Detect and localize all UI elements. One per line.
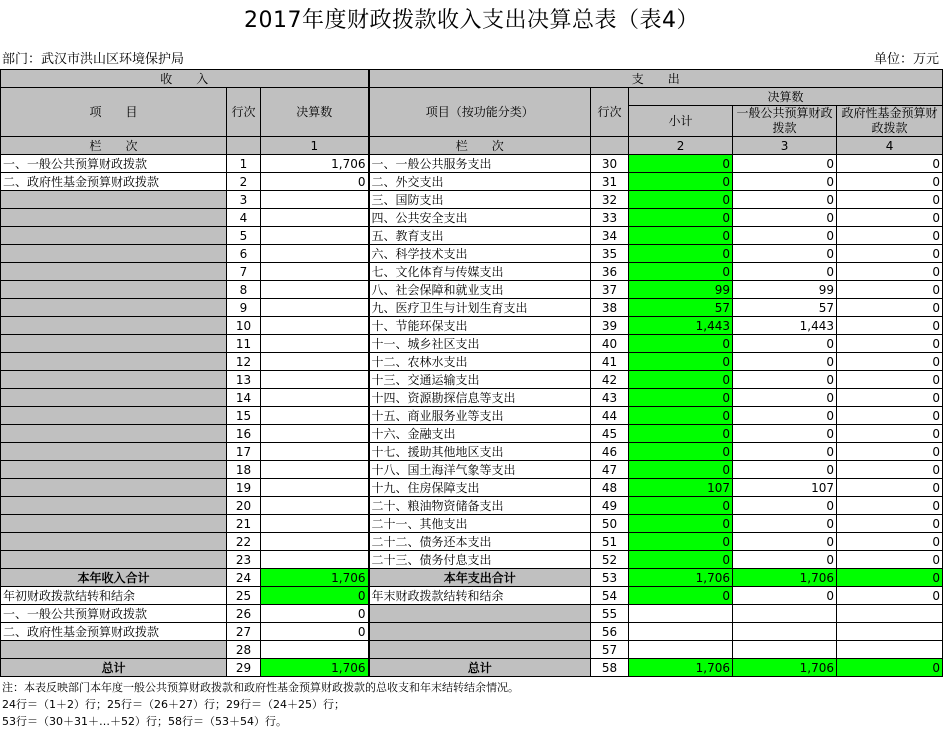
table-row (1, 317, 943, 335)
income-item (1, 497, 227, 515)
income-row-no: 28 (227, 641, 261, 659)
income-carry-value: 0 (261, 587, 369, 605)
expense-total-label: 本年支出合计 (369, 569, 591, 587)
expense-general: 0 (733, 551, 837, 569)
table-row (1, 389, 943, 407)
income-item: 一、一般公共预算财政拨款 (1, 155, 227, 173)
expense-general: 99 (733, 281, 837, 299)
total-year-row (1, 569, 943, 587)
expense-row-no: 31 (591, 173, 629, 191)
expense-general: 0 (733, 173, 837, 191)
income-row-no: 7 (227, 263, 261, 281)
notes (2, 679, 519, 730)
income-row-no: 29 (227, 659, 261, 677)
expense-general: 0 (733, 443, 837, 461)
table-row (1, 335, 943, 353)
expense-item: 八、社会保障和就业支出 (369, 281, 591, 299)
expense-row-no: 48 (591, 479, 629, 497)
income-value: 0 (261, 173, 369, 191)
table-row (1, 407, 943, 425)
income-item (1, 317, 227, 335)
income-row-no: 25 (227, 587, 261, 605)
expense-subtotal: 0 (629, 497, 733, 515)
table-row (1, 461, 943, 479)
income-row-no: 6 (227, 245, 261, 263)
expense-item: 二、外交支出 (369, 173, 591, 191)
expense-item: 一、一般公共服务支出 (369, 155, 591, 173)
income-row-no: 10 (227, 317, 261, 335)
expense-item: 十四、资源勘探信息等支出 (369, 389, 591, 407)
subtotal-header: 小计 (629, 106, 733, 137)
income-row-no: 22 (227, 533, 261, 551)
table-row (1, 191, 943, 209)
income-value (261, 479, 369, 497)
income-row-no: 23 (227, 551, 261, 569)
income-value (261, 317, 369, 335)
income-item (1, 533, 227, 551)
income-value: 0 (261, 605, 369, 623)
income-row-no: 14 (227, 389, 261, 407)
expense-item: 四、公共安全支出 (369, 209, 591, 227)
expense-row-no: 40 (591, 335, 629, 353)
expense-subtotal: 0 (629, 461, 733, 479)
expense-grand-label: 总计 (369, 659, 591, 677)
income-row-no: 12 (227, 353, 261, 371)
income-row-no: 19 (227, 479, 261, 497)
income-row-no: 17 (227, 443, 261, 461)
income-value (261, 461, 369, 479)
expense-item: 十一、城乡社区支出 (369, 335, 591, 353)
income-value (261, 515, 369, 533)
carry-row (1, 587, 943, 605)
income-item: 二、政府性基金预算财政拨款 (1, 623, 227, 641)
expense-subtotal: 0 (629, 191, 733, 209)
income-item (1, 515, 227, 533)
table-row (1, 299, 943, 317)
income-row-no: 27 (227, 623, 261, 641)
expense-fund: 0 (837, 245, 943, 263)
expense-fund: 0 (837, 479, 943, 497)
income-value (261, 533, 369, 551)
col-3-label: 3 (733, 137, 837, 155)
expense-row-no: 30 (591, 155, 629, 173)
expense-subtotal (629, 605, 733, 623)
expense-general: 0 (733, 209, 837, 227)
expense-row-no: 36 (591, 263, 629, 281)
expense-fund: 0 (837, 209, 943, 227)
col-2-label: 2 (629, 137, 733, 155)
general-budget-header: 一般公共预算财政拨款 (733, 106, 837, 137)
income-value (261, 371, 369, 389)
income-item (1, 425, 227, 443)
income-item (1, 263, 227, 281)
empty-cell (591, 137, 629, 155)
income-row-no: 26 (227, 605, 261, 623)
expense-subtotal: 0 (629, 533, 733, 551)
expense-general: 0 (733, 425, 837, 443)
income-value (261, 227, 369, 245)
expense-fund: 0 (837, 659, 943, 677)
expense-subtotal: 0 (629, 389, 733, 407)
income-value (261, 209, 369, 227)
expense-general: 1,706 (733, 569, 837, 587)
expense-subtotal: 0 (629, 371, 733, 389)
income-row-no: 4 (227, 209, 261, 227)
carry-sub-row (1, 623, 943, 641)
income-row-no: 8 (227, 281, 261, 299)
expense-subtotal: 0 (629, 263, 733, 281)
income-value: 1,706 (261, 155, 369, 173)
expense-subtotal: 57 (629, 299, 733, 317)
expense-fund: 0 (837, 317, 943, 335)
expense-general (733, 641, 837, 659)
income-item (1, 371, 227, 389)
table-row (1, 227, 943, 245)
expense-item: 十、节能环保支出 (369, 317, 591, 335)
expense-item: 十七、援助其他地区支出 (369, 443, 591, 461)
note-line: 53行＝（30＋31＋…＋52）行；58行＝（53＋54）行。 (2, 715, 287, 728)
income-grand-label: 总计 (1, 659, 227, 677)
expense-subtotal: 1,706 (629, 659, 733, 677)
item-func-header: 项目（按功能分类） (369, 88, 591, 137)
expense-subtotal: 99 (629, 281, 733, 299)
income-value (261, 263, 369, 281)
col-4-label: 4 (837, 137, 943, 155)
table-row (1, 209, 943, 227)
expense-fund: 0 (837, 353, 943, 371)
expense-carry-label: 年末财政拨款结转和结余 (369, 587, 591, 605)
income-item (1, 389, 227, 407)
expense-row-no: 41 (591, 353, 629, 371)
expense-row-no: 46 (591, 443, 629, 461)
income-value: 0 (261, 623, 369, 641)
expense-fund: 0 (837, 443, 943, 461)
expense-item: 二十二、债务还本支出 (369, 533, 591, 551)
expense-row-no: 33 (591, 209, 629, 227)
expense-fund: 0 (837, 335, 943, 353)
expense-general: 0 (733, 461, 837, 479)
income-item (1, 461, 227, 479)
expense-general: 0 (733, 371, 837, 389)
expense-row-no: 44 (591, 407, 629, 425)
expense-general: 0 (733, 533, 837, 551)
income-row-no: 21 (227, 515, 261, 533)
income-value (261, 191, 369, 209)
expense-item: 二十一、其他支出 (369, 515, 591, 533)
income-item (1, 209, 227, 227)
expense-subtotal: 0 (629, 227, 733, 245)
expense-general: 1,706 (733, 659, 837, 677)
expense-row-no: 53 (591, 569, 629, 587)
expense-fund: 0 (837, 515, 943, 533)
expense-item: 五、教育支出 (369, 227, 591, 245)
expense-row-no: 34 (591, 227, 629, 245)
expense-fund: 0 (837, 407, 943, 425)
expense-general: 107 (733, 479, 837, 497)
expense-row-no: 43 (591, 389, 629, 407)
expense-subtotal (629, 623, 733, 641)
expense-subtotal: 0 (629, 551, 733, 569)
income-item (1, 479, 227, 497)
expense-row-no: 55 (591, 605, 629, 623)
income-item (1, 335, 227, 353)
expense-fund: 0 (837, 191, 943, 209)
expense-general: 0 (733, 191, 837, 209)
income-value (261, 443, 369, 461)
final-header: 决算数 (261, 88, 369, 137)
expense-general: 0 (733, 155, 837, 173)
expense-fund (837, 623, 943, 641)
carry-sub-row (1, 641, 943, 659)
table-row (1, 245, 943, 263)
income-value (261, 407, 369, 425)
expense-row-no: 45 (591, 425, 629, 443)
income-row-no: 20 (227, 497, 261, 515)
expense-item: 九、医疗卫生与计划生育支出 (369, 299, 591, 317)
expense-subtotal: 0 (629, 443, 733, 461)
row-no-header-right: 行次 (591, 88, 629, 137)
table-row (1, 443, 943, 461)
income-item (1, 641, 227, 659)
income-item (1, 299, 227, 317)
income-row-no: 5 (227, 227, 261, 245)
income-row-no: 15 (227, 407, 261, 425)
income-item (1, 281, 227, 299)
table-row (1, 479, 943, 497)
expense-row-no: 32 (591, 191, 629, 209)
expense-item: 十九、住房保障支出 (369, 479, 591, 497)
expense-row-no: 51 (591, 533, 629, 551)
expense-general: 0 (733, 227, 837, 245)
expense-item: 三、国防支出 (369, 191, 591, 209)
expense-subtotal: 0 (629, 515, 733, 533)
budget-table (0, 69, 943, 677)
expense-row-no: 42 (591, 371, 629, 389)
expense-item: 十三、交通运输支出 (369, 371, 591, 389)
income-row-no: 2 (227, 173, 261, 191)
expense-subtotal: 0 (629, 425, 733, 443)
expense-fund: 0 (837, 587, 943, 605)
expense-fund (837, 605, 943, 623)
expense-subtotal: 0 (629, 335, 733, 353)
expense-fund: 0 (837, 263, 943, 281)
expense-fund: 0 (837, 299, 943, 317)
income-row-no: 13 (227, 371, 261, 389)
expense-item: 十八、国土海洋气象等支出 (369, 461, 591, 479)
table-row (1, 533, 943, 551)
income-carry-label: 年初财政拨款结转和结余 (1, 587, 227, 605)
expense-fund: 0 (837, 551, 943, 569)
expense-fund: 0 (837, 569, 943, 587)
expense-fund: 0 (837, 533, 943, 551)
expense-subtotal: 0 (629, 155, 733, 173)
expense-fund: 0 (837, 227, 943, 245)
income-value (261, 497, 369, 515)
expense-fund: 0 (837, 155, 943, 173)
note-line: 24行＝（1＋2）行；25行＝（26＋27）行；29行＝（24＋25）行； (2, 698, 345, 711)
income-item (1, 443, 227, 461)
expense-row-no: 37 (591, 281, 629, 299)
income-row-no: 24 (227, 569, 261, 587)
expense-general: 0 (733, 407, 837, 425)
expense-general: 0 (733, 497, 837, 515)
expense-item: 二十三、债务付息支出 (369, 551, 591, 569)
income-item: 二、政府性基金预算财政拨款 (1, 173, 227, 191)
expense-item: 十六、金融支出 (369, 425, 591, 443)
unit-label: 单位：万元 (873, 52, 939, 67)
expense-general: 0 (733, 263, 837, 281)
income-value (261, 641, 369, 659)
expense-row-no: 58 (591, 659, 629, 677)
expense-row-no: 57 (591, 641, 629, 659)
table-row (1, 173, 943, 191)
income-total-label: 本年收入合计 (1, 569, 227, 587)
income-item: 一、一般公共预算财政拨款 (1, 605, 227, 623)
income-total-value: 1,706 (261, 569, 369, 587)
col-label-left: 栏 次 (1, 137, 227, 155)
expense-general: 0 (733, 587, 837, 605)
income-item (1, 407, 227, 425)
income-value (261, 281, 369, 299)
income-row-no: 18 (227, 461, 261, 479)
item-header: 项 目 (1, 88, 227, 137)
income-value (261, 353, 369, 371)
fund-budget-header: 政府性基金预算财政拨款 (837, 106, 943, 137)
expense-fund: 0 (837, 461, 943, 479)
income-item (1, 191, 227, 209)
expense-item: 七、文化体育与传媒支出 (369, 263, 591, 281)
expense-row-no: 52 (591, 551, 629, 569)
final-group-header: 决算数 (629, 88, 943, 106)
table-row (1, 281, 943, 299)
expense-row-no: 35 (591, 245, 629, 263)
note-line: 注：本表反映部门本年度一般公共预算财政拨款和政府性基金预算财政拨款的总收支和年末结转结余情况。 (2, 681, 519, 694)
income-value (261, 389, 369, 407)
table-row (1, 515, 943, 533)
table-row (1, 497, 943, 515)
expense-row-no: 50 (591, 515, 629, 533)
expense-subtotal (629, 641, 733, 659)
expense-general: 57 (733, 299, 837, 317)
department-label: 部门：武汉市洪山区环境保护局 (2, 52, 185, 67)
expense-item: 二十、粮油物资储备支出 (369, 497, 591, 515)
expense-fund: 0 (837, 425, 943, 443)
empty-cell (227, 137, 261, 155)
income-value (261, 425, 369, 443)
carry-sub-row (1, 605, 943, 623)
income-item (1, 227, 227, 245)
page-title: 2017年度财政拨款收入支出决算总表（表4） (244, 8, 699, 33)
expense-subtotal: 0 (629, 245, 733, 263)
expense-general: 0 (733, 335, 837, 353)
expense-subtotal: 0 (629, 173, 733, 191)
expense-item: 六、科学技术支出 (369, 245, 591, 263)
income-value (261, 551, 369, 569)
table-row (1, 353, 943, 371)
expense-fund: 0 (837, 497, 943, 515)
expense-row-no: 54 (591, 587, 629, 605)
col-1-label: 1 (261, 137, 369, 155)
income-row-no: 9 (227, 299, 261, 317)
expense-item: 十五、商业服务业等支出 (369, 407, 591, 425)
table-row (1, 371, 943, 389)
income-row-no: 1 (227, 155, 261, 173)
expense-header: 支 出 (369, 70, 943, 88)
income-item (1, 551, 227, 569)
expense-row-no: 38 (591, 299, 629, 317)
expense-general (733, 605, 837, 623)
expense-subtotal: 0 (629, 209, 733, 227)
expense-item (369, 623, 591, 641)
income-row-no: 16 (227, 425, 261, 443)
table-row (1, 155, 943, 173)
expense-general: 0 (733, 245, 837, 263)
expense-row-no: 56 (591, 623, 629, 641)
expense-subtotal: 0 (629, 353, 733, 371)
expense-general: 0 (733, 515, 837, 533)
expense-fund: 0 (837, 389, 943, 407)
expense-fund: 0 (837, 173, 943, 191)
row-no-header: 行次 (227, 88, 261, 137)
income-header: 收 入 (1, 70, 369, 88)
expense-item (369, 641, 591, 659)
expense-general (733, 623, 837, 641)
expense-subtotal: 1,443 (629, 317, 733, 335)
expense-row-no: 49 (591, 497, 629, 515)
table-row (1, 425, 943, 443)
expense-general: 0 (733, 353, 837, 371)
expense-general: 1,443 (733, 317, 837, 335)
income-value (261, 245, 369, 263)
expense-fund (837, 641, 943, 659)
col-label-right: 栏 次 (369, 137, 591, 155)
income-item (1, 353, 227, 371)
income-row-no: 3 (227, 191, 261, 209)
expense-row-no: 39 (591, 317, 629, 335)
expense-subtotal: 0 (629, 407, 733, 425)
expense-subtotal: 107 (629, 479, 733, 497)
expense-fund: 0 (837, 371, 943, 389)
expense-general: 0 (733, 389, 837, 407)
grand-total-row (1, 659, 943, 677)
table-row (1, 263, 943, 281)
expense-fund: 0 (837, 281, 943, 299)
table-row (1, 551, 943, 569)
income-grand-value: 1,706 (261, 659, 369, 677)
income-item (1, 245, 227, 263)
expense-subtotal: 1,706 (629, 569, 733, 587)
income-value (261, 299, 369, 317)
income-value (261, 335, 369, 353)
expense-item (369, 605, 591, 623)
income-row-no: 11 (227, 335, 261, 353)
expense-subtotal: 0 (629, 587, 733, 605)
expense-row-no: 47 (591, 461, 629, 479)
expense-item: 十二、农林水支出 (369, 353, 591, 371)
